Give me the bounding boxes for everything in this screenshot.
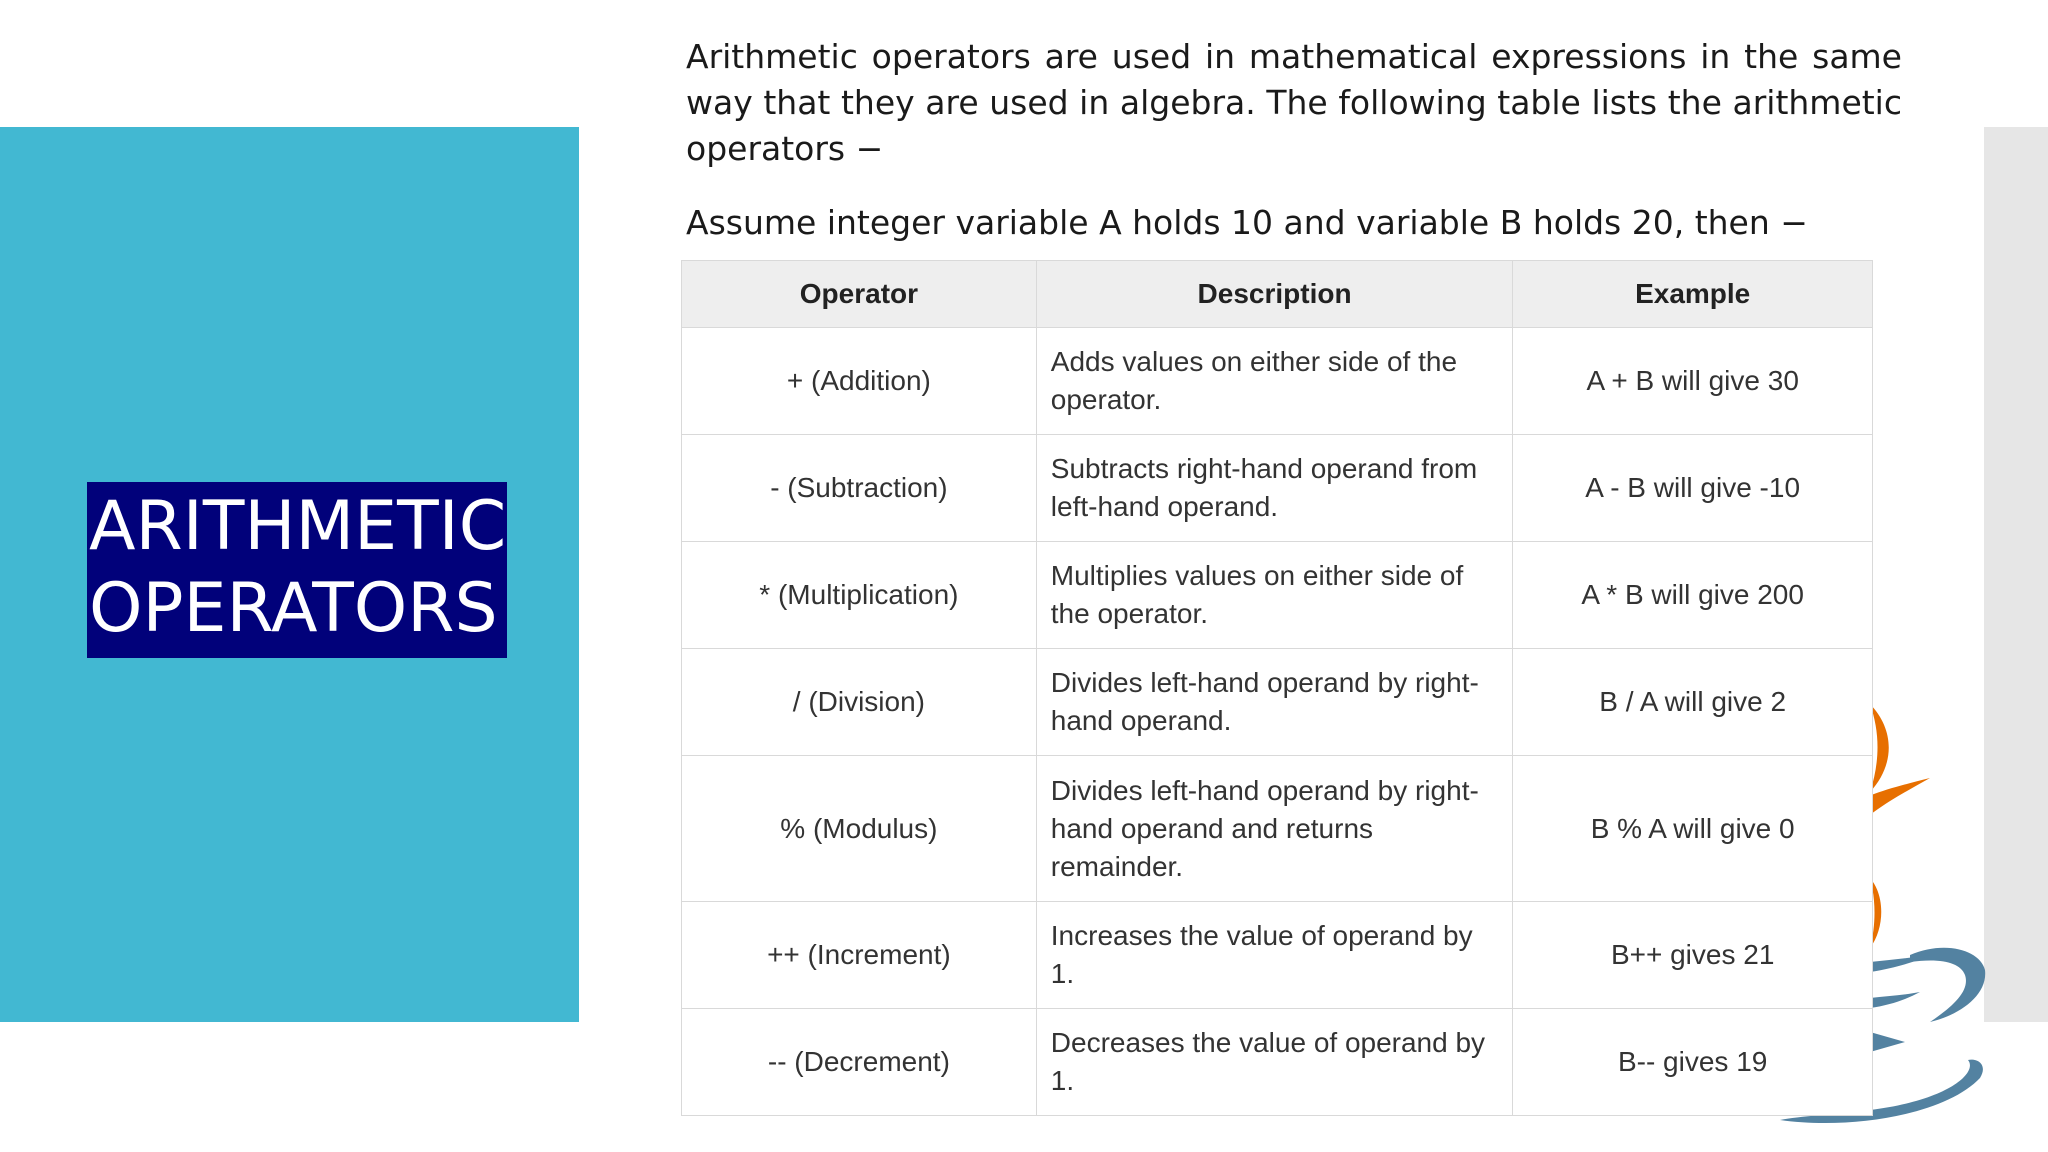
operator-cell: / (Division) [682, 649, 1037, 756]
header-description: Description [1036, 261, 1513, 328]
operator-cell: * (Multiplication) [682, 542, 1037, 649]
table-row [682, 902, 1873, 1009]
table-row [682, 328, 1873, 435]
description-cell: Subtracts right-hand operand from left-hand operand. [1036, 435, 1513, 542]
header-operator: Operator [682, 261, 1037, 328]
example-cell: A - B will give -10 [1513, 435, 1873, 542]
example-cell: B-- gives 19 [1513, 1009, 1873, 1116]
description-cell: Divides left-hand operand by right-hand operand and returns remainder. [1036, 756, 1513, 902]
table-row [682, 1009, 1873, 1116]
description-cell: Increases the value of operand by 1. [1036, 902, 1513, 1009]
slide-title-line-1: ARITHMETIC [89, 487, 507, 566]
right-accent-strip [1984, 127, 2048, 1022]
description-cell: Decreases the value of operand by 1. [1036, 1009, 1513, 1116]
header-example: Example [1513, 261, 1873, 328]
description-cell: Adds values on either side of the operator. [1036, 328, 1513, 435]
example-cell: A * B will give 200 [1513, 542, 1873, 649]
slide-title-line-2: OPERATORS [89, 569, 498, 648]
example-cell: B++ gives 21 [1513, 902, 1873, 1009]
description-cell: Divides left-hand operand by right-hand operand. [1036, 649, 1513, 756]
operator-cell: -- (Decrement) [682, 1009, 1037, 1116]
example-cell: B / A will give 2 [1513, 649, 1873, 756]
example-cell: B % A will give 0 [1513, 756, 1873, 902]
operator-cell: ++ (Increment) [682, 902, 1037, 1009]
slide-title [87, 482, 507, 658]
table-row [682, 756, 1873, 902]
description-cell: Multiplies values on either side of the operator. [1036, 542, 1513, 649]
operators-table [681, 260, 1873, 1116]
operator-cell: - (Subtraction) [682, 435, 1037, 542]
operator-cell: + (Addition) [682, 328, 1037, 435]
table-row [682, 542, 1873, 649]
table-header-row [682, 261, 1873, 328]
assumption-text: Assume integer variable A holds 10 and variable B holds 20, then − [686, 203, 1808, 242]
operator-cell: % (Modulus) [682, 756, 1037, 902]
example-cell: A + B will give 30 [1513, 328, 1873, 435]
intro-paragraph: Arithmetic operators are used in mathematical expressions in the same way that they are used in algebra. The following table lists the arithmetic operators − [686, 37, 1902, 168]
table-row [682, 649, 1873, 756]
table-row [682, 435, 1873, 542]
